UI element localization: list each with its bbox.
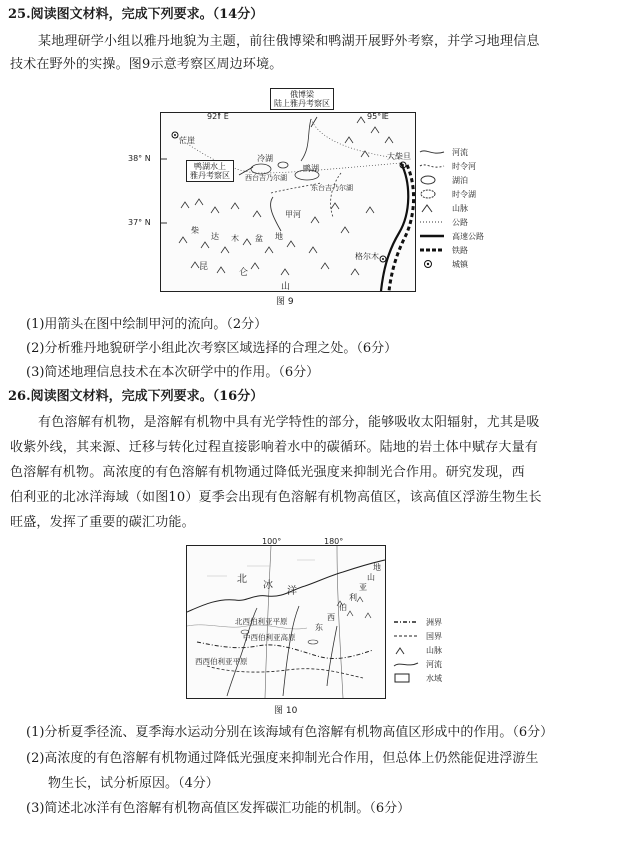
place-yahu: 鸭湖 bbox=[303, 164, 319, 173]
figure-10-map bbox=[186, 545, 386, 699]
place-mangya: 茫崖 bbox=[179, 136, 195, 145]
lat-label-37: 37° N bbox=[128, 218, 151, 227]
legend-railway: 铁路 bbox=[452, 245, 468, 255]
q25-para-line-2: 技术在野外的实操。图9示意考察区周边环境。 bbox=[10, 57, 283, 72]
lon-label-92: 92° E bbox=[207, 112, 229, 121]
region-char-bei: 北 bbox=[237, 574, 247, 585]
place-west-taijinaier: 西台吉乃尔湖 bbox=[245, 174, 287, 182]
legend-water-area: 水域 bbox=[392, 672, 442, 684]
figure-9-legend bbox=[418, 146, 498, 292]
region-char-shan: 山 bbox=[367, 573, 375, 582]
q25-heading: 25.阅读图文材料，完成下列要求。（14分） bbox=[8, 7, 264, 22]
legend-seasonal-river: 时令河 bbox=[418, 160, 476, 172]
basin-char-1: 柴 bbox=[191, 226, 199, 235]
q26-para-line-4: 伯利亚的北冰洋海域（如图10）夏季会出现有色溶解有机物高值区，该高值区浮游生物生长 bbox=[10, 490, 542, 505]
figure-10-caption: 图 10 bbox=[274, 706, 298, 716]
q26-para-line-2: 收紫外线，其来源、迁移与转化过程直接影响着水中的碳循环。陆地的岩土体中赋存大量有 bbox=[10, 440, 539, 455]
basin-char-4: 盆 bbox=[255, 234, 263, 243]
figure-9-map bbox=[160, 112, 416, 292]
basin-char-2: 达 bbox=[211, 232, 219, 241]
basin-char-5: 地 bbox=[275, 232, 283, 241]
mountain-char-kun: 昆 bbox=[199, 262, 209, 272]
mountain-char-shan: 山 bbox=[281, 282, 291, 292]
legend-continent-boundary: 洲界 bbox=[426, 617, 442, 627]
legend-road: 公路 bbox=[452, 217, 468, 227]
legend-seasonal-lake: 时令湖 bbox=[418, 188, 476, 200]
q26-sub-1: (1)分析夏季径流、夏季海水运动分别在该海域有色溶解有机物高值区形成中的作用。（6分） bbox=[26, 725, 554, 740]
callout-ebolaing: 俄博梁 陆上雅丹考察区 bbox=[270, 88, 334, 110]
mountain-char-lun: 仑 bbox=[239, 268, 249, 278]
region-char-bing: 冰 bbox=[263, 580, 273, 591]
region-char-dong: 东 bbox=[315, 623, 323, 632]
lon-label-180: 180° bbox=[324, 537, 344, 546]
q26-para-line-1: 有色溶解有机物，是溶解有机物中具有光学特性的部分，能够吸收太阳辐射，尤其是吸 bbox=[38, 415, 540, 430]
legend-river: 河流 bbox=[418, 146, 468, 158]
lat-label-38: 38° N bbox=[128, 154, 151, 163]
q25-sub-1: (1)用箭头在图中绘制甲河的流向。（2分） bbox=[26, 317, 268, 332]
basin-char-3: 木 bbox=[231, 234, 239, 243]
q26-sub-2-line-2: 物生长，试分析原因。（4分） bbox=[48, 776, 219, 791]
legend-mountain: 山脉 bbox=[418, 202, 468, 214]
legend-national-border: 国界 bbox=[426, 631, 442, 641]
legend-lake: 湖泊 bbox=[418, 174, 468, 186]
region-central-siberian-plateau: 中西伯利亚高原 bbox=[243, 633, 296, 642]
region-north-siberian-plain: 北西伯利亚平原 bbox=[235, 617, 288, 626]
q26-heading: 26.阅读图文材料，完成下列要求。（16分） bbox=[8, 389, 264, 404]
figure-9-caption: 图 9 bbox=[276, 297, 294, 307]
place-dachaidan: 大柴旦 bbox=[387, 152, 411, 161]
q25-para-line-1: 某地理研学小组以雅丹地貌为主题，前往俄博梁和鸭湖开展野外考察，并学习地理信息 bbox=[38, 34, 540, 49]
region-west-siberian-plain: 西西伯利亚平原 bbox=[195, 657, 248, 666]
q26-sub-3: (3)简述北冰洋有色溶解有机物高值区发挥碳汇功能的机制。（6分） bbox=[26, 801, 411, 816]
q26-para-line-5: 旺盛，发挥了重要的碳汇功能。 bbox=[10, 515, 195, 530]
q25-sub-2: (2)分析雅丹地貌研学小组此次考察区域选择的合理之处。（6分） bbox=[26, 341, 398, 356]
legend-mountains: 山脉 bbox=[392, 644, 442, 656]
place-east-taijinaier: 东台吉乃尔湖 bbox=[311, 184, 353, 192]
q26-sub-2-line-1: (2)高浓度的有色溶解有机物通过降低光强度来抑制光合作用，但总体上仍然能促进浮游生 bbox=[26, 751, 539, 766]
figure-10-legend bbox=[392, 616, 466, 696]
region-char-xi: 西 bbox=[327, 613, 335, 622]
q25-sub-3: (3)简述地理信息技术在本次研学中的作用。（6分） bbox=[26, 365, 320, 380]
legend-rivers: 河流 bbox=[392, 658, 442, 670]
lon-label-100: 100° bbox=[262, 537, 282, 546]
place-jia-river: 甲河 bbox=[285, 210, 301, 219]
callout-yahu: 鸭湖水上 雅丹考察区 bbox=[186, 160, 234, 182]
region-char-yang: 洋 bbox=[287, 586, 297, 597]
place-lenghu: 冷湖 bbox=[257, 154, 273, 163]
place-golmud: 格尔木 bbox=[355, 252, 379, 261]
region-char-ya: 亚 bbox=[359, 583, 367, 592]
legend-highway: 高速公路 bbox=[452, 231, 484, 241]
region-char-li: 利 bbox=[349, 593, 357, 602]
legend-town: 城镇 bbox=[418, 258, 468, 270]
region-char-bo: 伯 bbox=[339, 603, 347, 612]
lon-label-95: 95° E bbox=[367, 112, 389, 121]
q26-para-line-3: 色溶解有机物。高浓度的有色溶解有机物通过降低光强度来抑制光合作用。研究发现，西 bbox=[10, 465, 525, 480]
region-char-di: 地 bbox=[373, 563, 381, 572]
